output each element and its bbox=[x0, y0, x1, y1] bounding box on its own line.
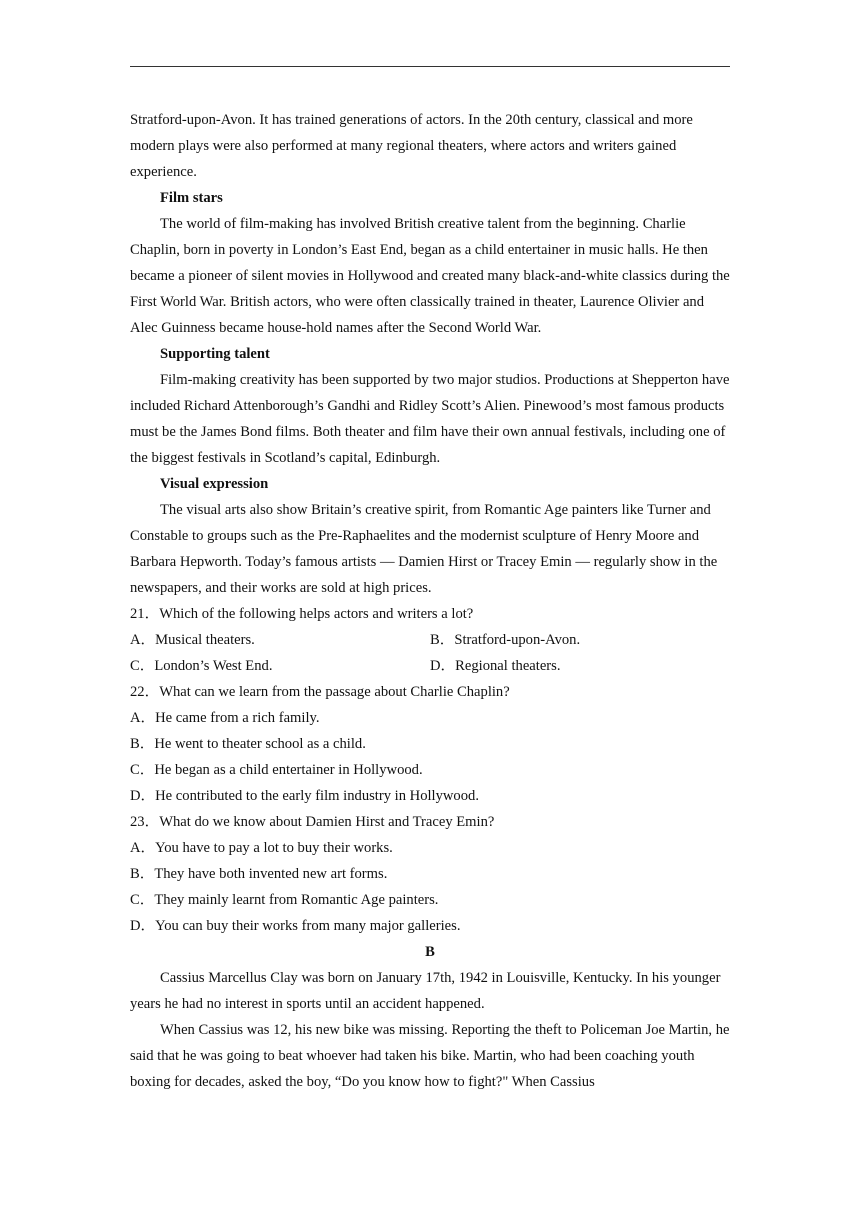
question-21-option-c: C．London’s West End. bbox=[130, 658, 273, 674]
heading-film-stars: Film stars bbox=[160, 190, 223, 206]
question-21-options-row-1 bbox=[130, 627, 730, 653]
paragraph-film-stars: The world of film-making has involved British creative talent from the beginning. Charlie Chaplin, born in poverty in London’s East End, began as a child entertainer in music halls. He then became a pioneer of silent movies in Hollywood and created many black-and-white classics during the First World War. British actors, who were often classically trained in theater, Laurence Olivier and Alec Guinness became house-hold names after the Second World War. bbox=[130, 216, 730, 336]
paragraph-stratford: Stratford-upon-Avon. It has trained generations of actors. In the 20th century, classical and more modern plays were also performed at many regional theaters, where actors and writers gained experience. bbox=[130, 112, 693, 180]
heading-visual-expression: Visual expression bbox=[160, 476, 269, 492]
question-22-option-a: A．He came from a rich family. bbox=[130, 710, 320, 726]
question-23-option-d: D．You can buy their works from many major galleries. bbox=[130, 918, 461, 934]
question-21-options-row-2 bbox=[130, 653, 730, 679]
question-21-option-b: B．Stratford-upon-Avon. bbox=[430, 632, 581, 648]
question-23-option-b: B．They have both invented new art forms. bbox=[130, 866, 388, 882]
document-body bbox=[130, 107, 730, 1095]
question-22-option-b: B．He went to theater school as a child. bbox=[130, 736, 366, 752]
question-23-option-c: C．They mainly learnt from Romantic Age painters. bbox=[130, 892, 439, 908]
question-21-option-a: A．Musical theaters. bbox=[130, 632, 255, 648]
question-21: 21．Which of the following helps actors and writers a lot? bbox=[130, 606, 474, 622]
paragraph-supporting-talent: Film-making creativity has been supported by two major studios. Productions at Shepperton have included Richard Attenborough’s Gandhi and Ridley Scott’s Alien. Pinewood’s most famous products must be the James Bond films. Both theater and film have their own annual festivals, including one of the biggest festivals in Scotland’s capital, Edinburgh. bbox=[130, 372, 730, 466]
question-22: 22．What can we learn from the passage about Charlie Chaplin? bbox=[130, 684, 510, 700]
question-23-option-a: A．You have to pay a lot to buy their works. bbox=[130, 840, 393, 856]
question-21-option-d: D．Regional theaters. bbox=[430, 658, 561, 674]
question-22-option-c: C．He began as a child entertainer in Hollywood. bbox=[130, 762, 423, 778]
header-rule bbox=[130, 66, 730, 67]
heading-supporting-talent: Supporting talent bbox=[160, 346, 270, 362]
section-b-heading: B bbox=[425, 944, 435, 960]
question-22-option-d: D．He contributed to the early film industry in Hollywood. bbox=[130, 788, 479, 804]
paragraph-cassius-birth: Cassius Marcellus Clay was born on January 17th, 1942 in Louisville, Kentucky. In his younger years he had no interest in sports until an accident happened. bbox=[130, 970, 721, 1012]
question-23: 23．What do we know about Damien Hirst and Tracey Emin? bbox=[130, 814, 495, 830]
paragraph-cassius-bike: When Cassius was 12, his new bike was missing. Reporting the theft to Policeman Joe Martin, he said that he was going to beat whoever had taken his bike. Martin, who had been coaching youth boxing for decades, asked the boy, “Do you know how to fight?" When Cassius bbox=[130, 1022, 730, 1090]
paragraph-visual-expression: The visual arts also show Britain’s creative spirit, from Romantic Age painters like Turner and Constable to groups such as the Pre-Raphaelites and the modernist sculpture of Henry Moore and Barbara Hepworth. Today’s famous artists — Damien Hirst or Tracey Emin — regularly show in the newspapers, and their works are sold at high prices. bbox=[130, 502, 718, 596]
